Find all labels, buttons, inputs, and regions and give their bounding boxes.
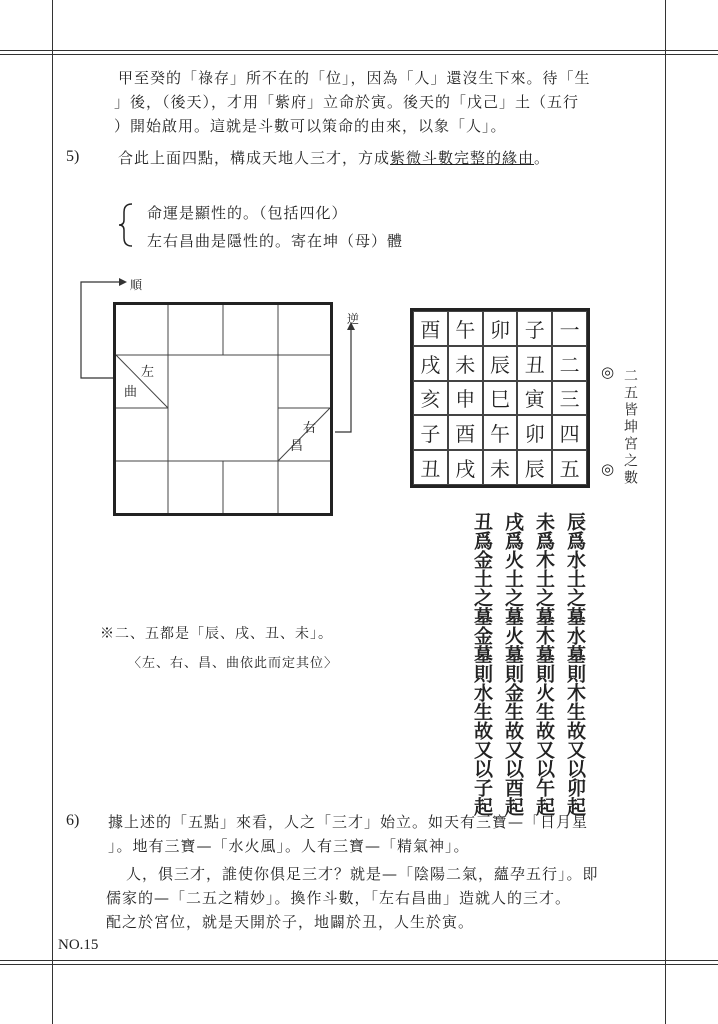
bottom-rule xyxy=(0,960,718,961)
paragraph-line: ）開始啟用。這就是斗數可以策命的由來，以象「人」。 xyxy=(114,117,507,135)
paragraph-line: 配之於宮位，就是天開於子，地闢於丑，人生於寅。 xyxy=(106,913,475,931)
arrow-lines xyxy=(75,270,375,440)
note-line: ※二、五都是「辰、戌、丑、未」。 xyxy=(100,626,333,642)
table-cell: 三 xyxy=(552,381,587,416)
table-cell: 亥 xyxy=(413,381,448,416)
table-cell: 子 xyxy=(517,311,552,346)
ni-label: 逆 xyxy=(347,312,360,326)
item-5-text-a: 合此上面四點，構成天地人三才，方成 xyxy=(118,149,391,167)
vertical-column: 戌爲火土之墓火墓則金生故又以酉起 xyxy=(502,512,524,816)
item-5-text xyxy=(118,148,550,168)
item-5-underlined: 紫微斗數完整的緣由 xyxy=(390,149,535,167)
page-number: NO.15 xyxy=(58,937,99,953)
double-circle-icon: ◎ xyxy=(601,460,615,478)
table-cell: 申 xyxy=(448,381,483,416)
table-cell: 巳 xyxy=(483,381,518,416)
table-cell: 卯 xyxy=(483,311,518,346)
paragraph-line: 甲至癸的「祿存」所不在的「位」，因為「人」還沒生下來。待「生 xyxy=(118,69,591,87)
table-cell: 午 xyxy=(483,415,518,450)
vertical-column: 辰爲水土之墓水墓則木生故又以卯起 xyxy=(564,512,586,816)
zuo-label: 左 xyxy=(141,365,155,380)
table-cell: 一 xyxy=(552,311,587,346)
vertical-column: 未爲木土之墓木墓則火生故又以午起 xyxy=(533,512,555,816)
item-5-text-b: 。 xyxy=(534,149,551,167)
item-number: 5) xyxy=(66,148,80,165)
paragraph-line: 儒家的—「二五之精妙」。換作斗數，「左右昌曲」造就人的三才。 xyxy=(106,889,572,907)
paragraph-line: 」後，（後天），才用「紫府」立命於寅。後天的「戊己」土（五行 xyxy=(114,93,580,111)
table-cell: 五 xyxy=(552,450,587,485)
table-cell: 丑 xyxy=(413,450,448,485)
paragraph-line: 人，俱三才，誰使你俱足三才？就是—「陰陽二氣，蘊孕五行」。即 xyxy=(126,865,599,883)
table-cell: 未 xyxy=(483,450,518,485)
double-circle-icon: ◎ xyxy=(601,363,615,381)
top-rule xyxy=(0,50,718,51)
paragraph-line: 據上述的「五點」來看，人之「三才」始立。如天有三寶—「日月星 xyxy=(108,813,589,831)
brace-icon xyxy=(118,200,134,250)
table-cell: 酉 xyxy=(413,311,448,346)
table-cell: 寅 xyxy=(517,381,552,416)
table-cell: 子 xyxy=(413,415,448,450)
brace-line: 左右昌曲是隱性的。寄在坤（母）體 xyxy=(147,232,404,250)
note-line: 〈左、右、昌、曲依此而定其位〉 xyxy=(128,656,339,671)
table-cell: 未 xyxy=(448,346,483,381)
table-cell: 戌 xyxy=(413,346,448,381)
table-cell: 丑 xyxy=(517,346,552,381)
qu-label: 曲 xyxy=(124,385,138,400)
brace-line: 命運是顯性的。（包括四化） xyxy=(147,204,348,222)
right-rule xyxy=(665,0,666,1024)
vertical-column: 丑爲金土之墓金墓則水生故又以子起 xyxy=(471,512,493,816)
table-cell: 辰 xyxy=(483,346,518,381)
paragraph-line: 」。地有三寶—「水火風」。人有三寶—「精氣神」。 xyxy=(108,837,470,855)
you-label: 右 xyxy=(303,421,317,436)
table-cell: 辰 xyxy=(517,450,552,485)
table-cell: 二 xyxy=(552,346,587,381)
chang-label: 昌 xyxy=(290,439,304,454)
table-cell: 酉 xyxy=(448,415,483,450)
table-cell: 戌 xyxy=(448,450,483,485)
item-number: 6) xyxy=(66,812,80,829)
bottom-rule-2 xyxy=(0,964,718,965)
top-rule-2 xyxy=(0,54,718,55)
table-cell: 午 xyxy=(448,311,483,346)
shun-label: 順 xyxy=(130,278,143,292)
table-cell: 四 xyxy=(552,415,587,450)
table-cell: 卯 xyxy=(517,415,552,450)
side-note: 二五皆坤宮之數 xyxy=(622,368,638,487)
left-rule xyxy=(52,0,53,1024)
branch-table xyxy=(410,308,590,488)
